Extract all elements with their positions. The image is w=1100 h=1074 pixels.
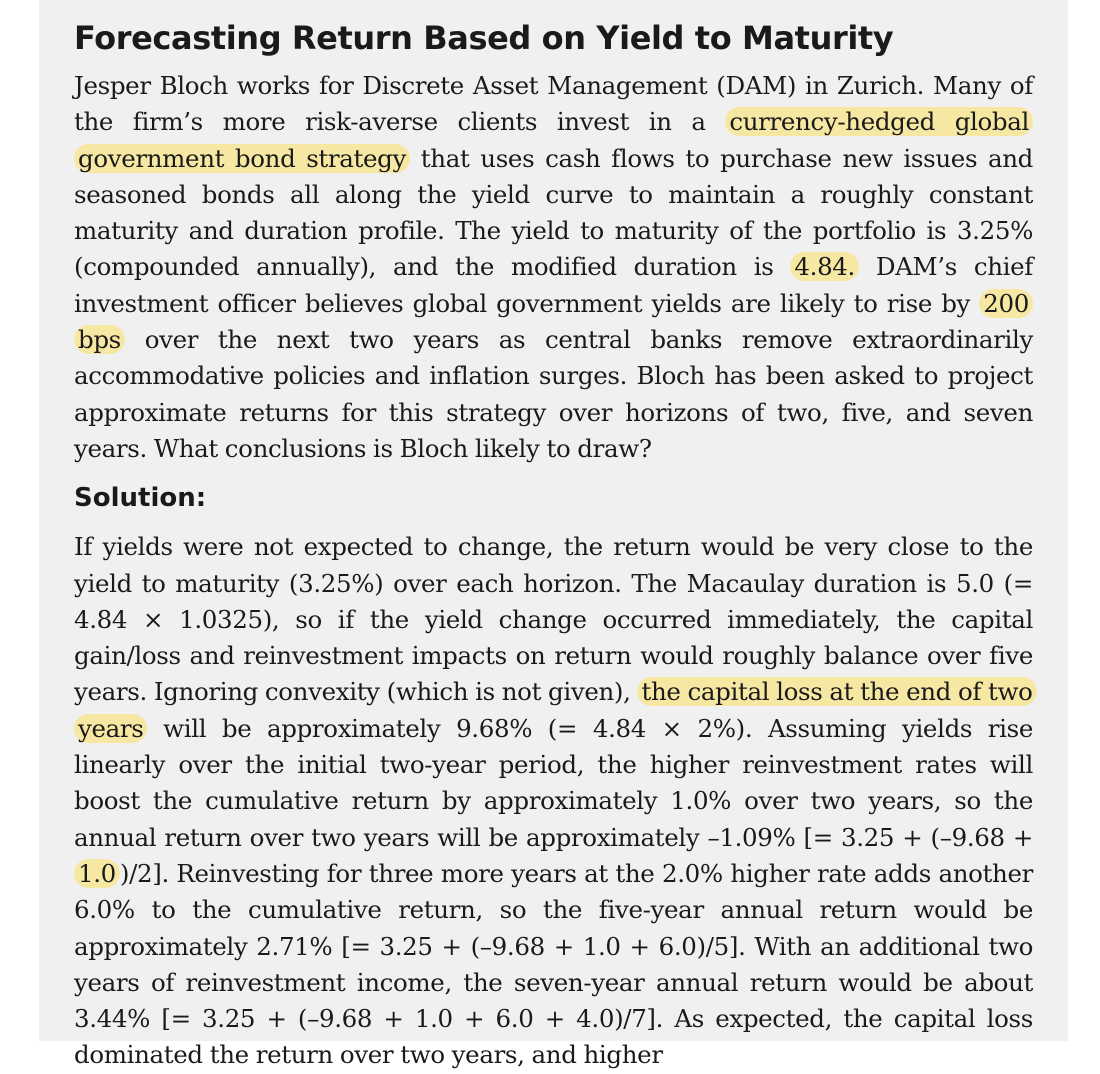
highlighted-phrase: 200 bps — [74, 289, 1033, 354]
text-segment: over the next two years as central banks remove extraordinarily accommodative policies and inflation surges. Bloch has been asked to project approximate returns for this strategy over horizons of two, five, and seven years. What conclusions is Bloch likely to draw? — [74, 325, 1033, 463]
problem-paragraph — [74, 68, 1033, 467]
text-segment: )/2]. Reinvesting for three more years at the 2.0% higher rate adds another 6.0% to the cumulative return, so the five-year annual return would be approximately 2.71% [= 3.25 + (–9.68 + 1.0 + 6.0)/5]. With an additional two years of reinvestment income, the seven-year annual return would be about 3.44% [= 3.25 + (–9.68 + 1.0 + 6.0 + 4.0)/7]. As expected, the capital loss dominated the return over two years, and higher — [74, 858, 1033, 1070]
solution-heading: Solution: — [74, 483, 207, 514]
example-panel — [39, 0, 1068, 1070]
text-segment: that uses cash flows to purchase new issues and seasoned bonds all along the yield curve to maintain a roughly constant maturity and duration profile. The yield to maturity of the portfolio is 3.25% (compounded annually), and the modified duration is — [74, 143, 1033, 282]
highlighted-phrase: 4.84. — [790, 252, 859, 281]
text-segment: will be approximately 9.68% (= 4.84 × 2%). Assuming yields rise linearly over the initial two-year period, the higher reinvestment rates will boost the cumulative return by approximately 1.0% over two years, so the annual return over two years will be approximately –1.09% [= 3.25 + (–9.68 + — [74, 713, 1033, 852]
text-segment: DAM’s chief investment officer believes global government yields are likely to rise by — [74, 252, 1034, 318]
page-title: Forecasting Return Based on Yield to Maturity — [74, 19, 894, 57]
highlighted-phrase: currency-hedged global government bond strategy — [74, 107, 1033, 172]
solution-paragraph — [74, 529, 1033, 1073]
text-segment: If yields were not expected to change, the return would be very close to the yield to maturity (3.25%) over each horizon. The Macaulay duration is 5.0 (= 4.84 × 1.0325), so if the yield change occurred immediately, the capital gain/loss and reinvestment impacts on return would roughly balance over five years. Ignoring convexity (which is not given), — [74, 532, 1033, 707]
highlighted-phrase: the capital loss at the end of two years — [74, 677, 1037, 742]
highlighted-phrase: 1.0 — [74, 859, 120, 888]
text-segment: Jesper Bloch works for Discrete Asset Management (DAM) in Zurich. Many of the firm’s more risk-averse clients invest in a — [74, 71, 1033, 137]
